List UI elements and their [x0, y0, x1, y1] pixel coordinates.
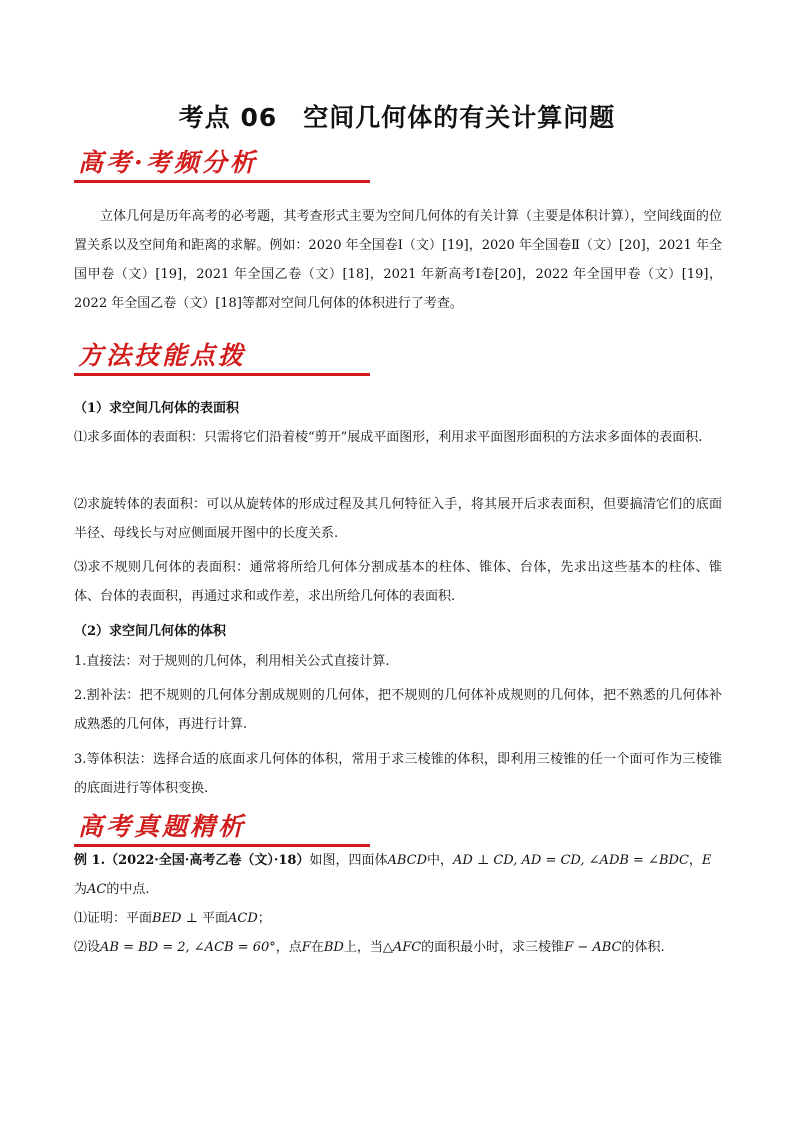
math-ac: AC [87, 882, 107, 897]
q2-e: 的体积. [621, 940, 665, 955]
surface-item-2: ⑵求旋转体的表面积：可以从旋转体的形成过程及其几何特征入手，将其展开后求表面积，但要搞清它们的底面半径、母线长与对应侧面展开图中的长度关系. [74, 497, 722, 541]
example-line2-pre: 为 [74, 882, 88, 897]
example-line2-post: 的中点. [106, 882, 150, 897]
volume-heading: （2）求空间几何体的体积 [74, 624, 227, 639]
q1-post: ； [257, 911, 271, 926]
volume-item-1: 1.直接法：对于规则的几何体，利用相关公式直接计算. [74, 654, 390, 669]
math-plane-acd: ACD [227, 911, 258, 926]
section-head-analysis [74, 148, 370, 183]
math-afc: AFC [392, 940, 422, 955]
math-plane-bed: BED [152, 911, 182, 926]
q2-b: 在 [310, 940, 324, 955]
section-label-methods: 方法技能点拨 [78, 341, 247, 370]
q2-d: 的面积最小时，求三棱锥 [421, 940, 565, 955]
surface-heading: （1）求空间几何体的表面积 [74, 401, 240, 416]
q1-pre: ⑴证明：平面 [74, 911, 153, 926]
section-label-analysis: 高考·考频分析 [78, 148, 258, 177]
q1-mid: ⊥ 平面 [181, 911, 228, 926]
math-pyramid: F − ABC [564, 940, 622, 955]
example-label: 例 1.（2022·全国·高考乙卷（文）·18） [74, 853, 310, 868]
example-comma: ， [688, 853, 702, 868]
example-intro: 如图，四面体 [309, 853, 388, 868]
section-rule [74, 180, 370, 183]
math-bd: BD [323, 940, 344, 955]
math-point-f: F [301, 940, 311, 955]
q2-c: 上，当△ [343, 940, 393, 955]
analysis-paragraph: 立体几何是历年高考的必考题，其考查形式主要为空间几何体的有关计算（主要是体积计算），空间线面的位置关系以及空间角和距离的求解。例如：2020 年全国卷Ⅰ（文）[19]，2020 年全国卷Ⅱ（文）[20]，2021 年全国甲卷（文）[19]，2021 年全国乙卷（文）[18]，2021 年新高考Ⅰ卷[20]，2022 年全国甲卷（文）[19]，2022 年全国乙卷（文）[18]等都对空间几何体的体积进行了考查。 [74, 209, 722, 311]
example-1 [74, 846, 722, 962]
page-title: 考点 06 空间几何体的有关计算问题 [178, 103, 616, 132]
math-condition: AD ⊥ CD, AD = CD, ∠ADB = ∠BDC [453, 853, 689, 868]
math-solid: ABCD [387, 853, 428, 868]
section-label-exam: 高考真题精析 [78, 812, 247, 841]
math-point-e: E [701, 853, 712, 868]
volume-item-2: 2.割补法：把不规则的几何体分割成规则的几何体，把不规则的几何体补成规则的几何体，把不熟悉的几何体补成熟悉的几何体，再进行计算. [74, 688, 722, 732]
section-head-methods [74, 341, 370, 376]
q2-pre: ⑵设 [74, 940, 101, 955]
section-rule [74, 373, 370, 376]
section-head-exam [74, 812, 370, 847]
q2-a: ，点 [275, 940, 302, 955]
volume-item-3: 3.等体积法：选择合适的底面求几何体的体积，常用于求三棱锥的体积，即利用三棱锥的任一个面可作为三棱锥的底面进行等体积变换. [74, 752, 722, 796]
math-q2-condition: AB = BD = 2, ∠ACB = 60° [100, 940, 276, 955]
example-mid: 中， [427, 853, 454, 868]
surface-item-1: ⑴求多面体的表面积：只需将它们沿着棱“剪开”展成平面图形，利用求平面图形面积的方法求多面体的表面积. [74, 430, 703, 445]
surface-item-3: ⑶求不规则几何体的表面积：通常将所给几何体分割成基本的柱体、锥体、台体，先求出这些基本的柱体、锥体、台体的表面积，再通过求和或作差，求出所给几何体的表面积. [74, 560, 722, 604]
